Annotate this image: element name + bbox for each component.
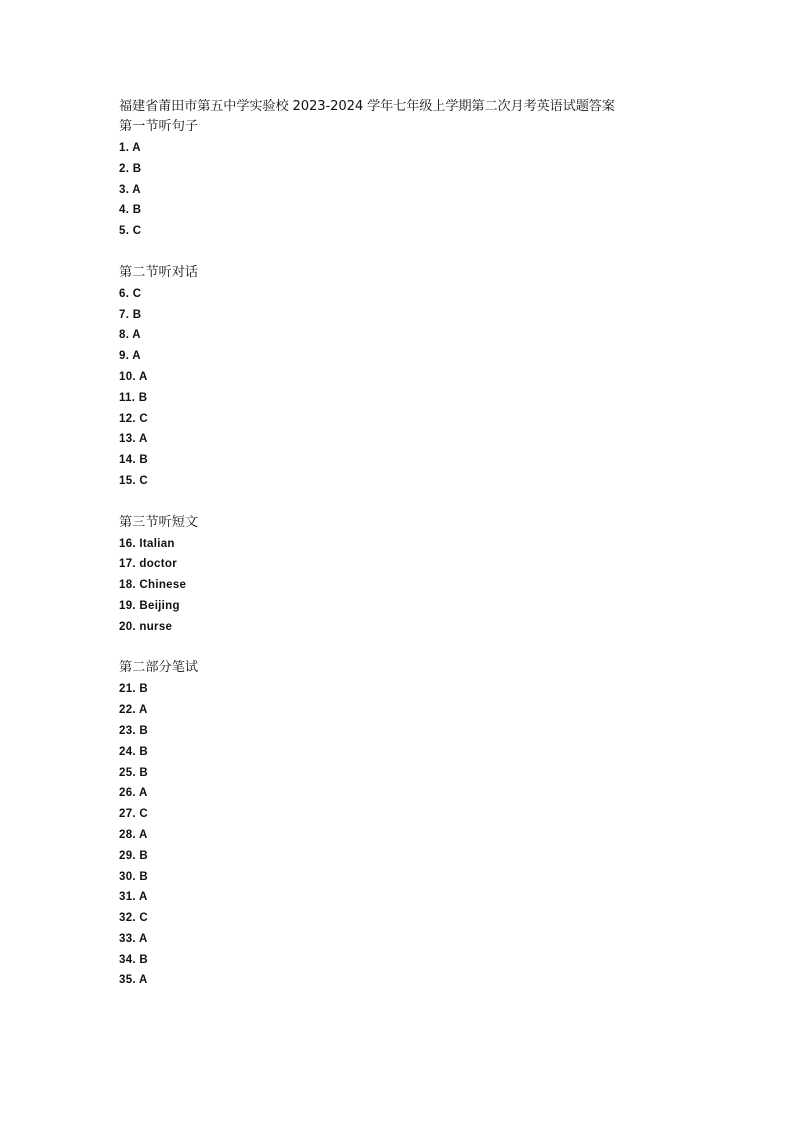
question-number: 17.: [119, 558, 136, 571]
question-number: 7.: [119, 308, 130, 321]
answer-item: [119, 617, 739, 638]
answer-value: B: [139, 454, 148, 467]
question-number: 22.: [119, 704, 136, 717]
answer-value: A: [132, 350, 141, 363]
answer-document: [119, 97, 739, 991]
answer-item: [119, 180, 739, 201]
section-spacer: [119, 242, 739, 263]
section-heading: 第二节听对话: [119, 264, 199, 280]
answer-value: B: [139, 849, 148, 862]
answer-sections: [119, 117, 739, 991]
section-heading: 第二部分笔试: [119, 660, 199, 676]
answer-item: [119, 159, 739, 180]
question-number: 30.: [119, 870, 136, 883]
answer-item: [119, 575, 739, 596]
answer-value: Italian: [139, 537, 175, 550]
answer-item: [119, 783, 739, 804]
answer-value: B: [139, 683, 148, 696]
answer-value: A: [138, 974, 148, 987]
answer-item: [119, 554, 739, 575]
section-spacer: [119, 492, 739, 513]
document-title: 福建省莆田市第五中学实验校 2023-2024 学年七年级上学期第二次月考英语试题答案: [119, 99, 615, 114]
answer-item: [119, 867, 739, 888]
question-number: 34.: [119, 953, 136, 966]
answer-item: [119, 138, 739, 159]
answer-item: [119, 346, 739, 367]
question-number: 24.: [119, 745, 136, 758]
question-number: 26.: [119, 787, 136, 800]
answer-value: B: [139, 870, 148, 883]
answer-item: [119, 200, 739, 221]
question-number: 10.: [119, 370, 136, 383]
answer-item: [119, 429, 739, 450]
question-number: 9.: [119, 350, 130, 363]
section-heading: 第一节听句子: [119, 119, 199, 134]
section-heading: 第三节听短文: [119, 514, 199, 530]
question-number: 32.: [119, 912, 136, 925]
question-number: 11.: [119, 391, 136, 404]
question-number: 5.: [119, 225, 130, 238]
answer-value: C: [139, 412, 148, 425]
section-spacer: [119, 638, 739, 659]
answer-value: A: [138, 891, 148, 904]
answer-value: A: [138, 932, 148, 945]
answer-value: C: [139, 808, 148, 821]
answer-value: B: [139, 766, 148, 779]
answer-value: A: [138, 433, 148, 446]
answer-value: B: [132, 204, 142, 217]
answer-item: [119, 721, 739, 742]
answer-value: B: [132, 308, 142, 321]
question-number: 21.: [119, 683, 136, 696]
answer-item: [119, 700, 739, 721]
answer-value: nurse: [139, 620, 173, 633]
answer-value: Beijing: [139, 599, 180, 612]
answer-value: B: [138, 391, 148, 404]
question-number: 31.: [119, 891, 136, 904]
answer-item: [119, 388, 739, 409]
answer-item: [119, 950, 739, 971]
question-number: 29.: [119, 849, 136, 862]
answer-value: A: [132, 183, 141, 196]
question-number: 16.: [119, 537, 136, 550]
answer-item: [119, 970, 739, 991]
answer-value: B: [139, 724, 148, 737]
answer-value: B: [132, 162, 142, 175]
question-number: 23.: [119, 724, 136, 737]
answer-item: [119, 409, 739, 430]
answer-item: [119, 305, 739, 326]
answer-item: [119, 763, 739, 784]
answer-value: doctor: [139, 558, 177, 571]
answer-item: [119, 679, 739, 700]
question-number: 1.: [119, 142, 130, 154]
question-number: 4.: [119, 204, 130, 217]
question-number: 28.: [119, 828, 136, 841]
answer-value: B: [139, 953, 148, 966]
question-number: 3.: [119, 183, 130, 196]
answer-item: [119, 846, 739, 867]
answer-value: A: [138, 787, 148, 800]
answer-item: [119, 804, 739, 825]
question-number: 13.: [119, 433, 136, 446]
question-number: 18.: [119, 579, 136, 592]
answer-value: C: [139, 912, 148, 925]
answer-item: [119, 596, 739, 617]
question-number: 6.: [119, 287, 130, 300]
answer-value: A: [138, 370, 148, 383]
answer-item: [119, 367, 739, 388]
answer-item: [119, 221, 739, 242]
answer-value: C: [139, 474, 148, 487]
answer-item: [119, 929, 739, 950]
question-number: 27.: [119, 808, 136, 821]
answer-value: A: [138, 828, 148, 841]
answer-value: C: [132, 225, 142, 238]
answer-item: [119, 534, 739, 555]
question-number: 12.: [119, 412, 136, 425]
answer-item: [119, 325, 739, 346]
answer-item: [119, 471, 739, 492]
answer-item: [119, 825, 739, 846]
answer-value: B: [139, 745, 148, 758]
question-number: 20.: [119, 620, 136, 633]
answer-value: Chinese: [139, 579, 187, 592]
answer-value: A: [138, 704, 148, 717]
answer-value: A: [132, 142, 141, 154]
answer-item: [119, 450, 739, 471]
question-number: 19.: [119, 599, 136, 612]
answer-item: [119, 284, 739, 305]
answer-item: [119, 887, 739, 908]
question-number: 35.: [119, 974, 136, 987]
question-number: 15.: [119, 474, 136, 487]
question-number: 25.: [119, 766, 136, 779]
answer-value: A: [132, 329, 141, 342]
answer-item: [119, 908, 739, 929]
question-number: 8.: [119, 329, 130, 342]
question-number: 14.: [119, 454, 136, 467]
question-number: 2.: [119, 162, 130, 175]
question-number: 33.: [119, 932, 136, 945]
answer-item: [119, 742, 739, 763]
answer-value: C: [132, 287, 142, 300]
